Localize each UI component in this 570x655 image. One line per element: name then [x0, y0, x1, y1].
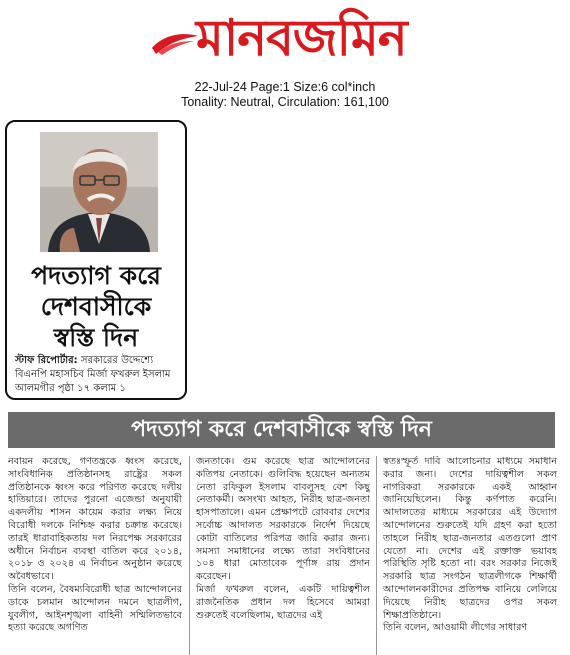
column-divider [189, 456, 190, 655]
teaser-headline-line-2: দেশবাসীকে [40, 292, 152, 321]
teaser-byline-text: সরকারের উদ্দেশ্যে বিএনপি মহাসচিব মির্জা ফখরুল ইসলাম আলমগীর পৃষ্ঠা ১৭ কলাম ১ [15, 355, 171, 394]
masthead [0, 0, 570, 80]
portrait-photo [40, 132, 158, 252]
teaser-byline-label: স্টাফ রিপোর্টার: [15, 355, 78, 366]
article-column-2 [196, 456, 370, 655]
article-headline-banner [8, 412, 555, 448]
article-column-1 [8, 456, 182, 655]
newspaper-logo: মানবজমিন [196, 8, 407, 67]
teaser-headline [13, 260, 179, 353]
portrait-image [40, 132, 158, 252]
clipping-meta-line-1: 22-Jul-24 Page:1 Size:6 col*inch [194, 80, 376, 94]
teaser-byline [15, 354, 181, 396]
masthead-swoosh-icon [150, 30, 200, 56]
article-column-3 [383, 456, 557, 655]
article-headline: পদত্যাগ করে দেশবাসীকে স্বস্তি দিন [131, 417, 432, 442]
article-paragraph: তিনি বলেন, বৈষম্যবিরোধী ছাত্র আন্দোলনের ডাকে চলমান আন্দোলন দমনে ছাত্রলীগ, যুবলীগ, আইনশৃঙ্খলা বাহিনী সম্মিলিতভাবে হত্যা করেছে অগণিত [8, 583, 182, 634]
teaser-headline-line-1: পদত্যাগ করে [31, 261, 161, 290]
article-paragraph: মির্জা ফখরুল বলেন, একটি দায়িত্বশীল রাজনৈতিক প্রধান দল হিসেবে আমরা শুরুতেই বলেছিলাম, ছাত্রদের এই [196, 583, 370, 621]
article-paragraph: তিনি বলেন, আওয়ামী লীগের সাধারণ [383, 622, 528, 634]
clipping-meta-line-2: Tonality: Neutral, Circulation: 161,100 [181, 95, 389, 109]
article-paragraph: জনতাকে। গুম করেছে ছাত্র আন্দোলনের কতিপয় নেতাকে। গুলিবিদ্ধ হয়েছেন অন্যতম নেতা রফিকুল ইসলাম বাবলুসহ বেশ কিছু নেতাকর্মী। অসংখ্য আহত, নিরীহ ছাত্র-জনতা হাসপাতালে। এমন প্রেক্ষাপটে রোববার দেশের সর্বোচ্চ আদালত সরকারকে নির্দেশ দিয়েছে কোটা বাতিলের পরিপত্র জারি করার জন্য। সমস্যা সমাধানের লক্ষ্যে তারা সংবিধানের ১০৪ ধারা মোতাবেক পূর্ণাঙ্গ রায় প্রদান করেছেন। [196, 456, 370, 583]
column-divider [376, 456, 377, 655]
article-body [8, 456, 555, 655]
front-page-teaser [5, 120, 187, 400]
teaser-headline-line-3: স্বস্তি দিন [53, 323, 139, 352]
clipping-meta [0, 80, 570, 110]
article-paragraph: স্বতঃস্ফূর্ত দাবি আলোচনার মাধ্যমে সমাধান করার জন্য। দেশের দায়িত্বশীল সকল নাগরিকরা সরকারকে একই আহ্বান জানিয়েছিলেন। কিন্তু কর্ণপাত করেনি। আদালতের মাধ্যমে সরকারের এই উদ্যোগ আন্দোলনের শুরুতেই যদি গ্রহণ করা হতো তাহলে নিরীহ ছাত্র-জনতার এতগুলো প্রাণ যেতো না। দেশের এই রক্তাক্ত ভয়াবহ পরিস্থিতি সৃষ্টি হতো না। বরং সরকার নিজেই সরকারি ছাত্র সংগঠন ছাত্রলীগকে শিক্ষার্থী আন্দোলনকারীদের প্রতিপক্ষ বানিয়ে লেলিয়ে দিয়েছে নিরীহ ছাত্রদের ওপর সকল শিক্ষাপ্রতিষ্ঠানে। [383, 456, 557, 621]
article-paragraph: নবায়ন করেছে, গণতন্ত্রকে ধ্বংস করেছে, সাংবিধানিক প্রতিষ্ঠানসহ রাষ্ট্রের সকল প্রতিষ্ঠানকে ধ্বংস করে পরিণত করেছে দলীয় হাতিয়ারে। তাদের পুরনো এজেন্ডা অনুযায়ী একদলীয় শাসন কায়েম করার লক্ষ্য নিয়ে বিরোধী দলকে নিশ্চিহ্ন করার চক্রান্ত করেছে। তারই ধারাবাহিকতায় দল নিরপেক্ষ সরকারের অধীনে নির্বাচন ব্যবস্থা বাতিল করে ২০১৪, ২০১৮ ও ২০২৪ এ নির্বাচন অনুষ্ঠান করেছে অবৈধভাবে। [8, 456, 182, 583]
